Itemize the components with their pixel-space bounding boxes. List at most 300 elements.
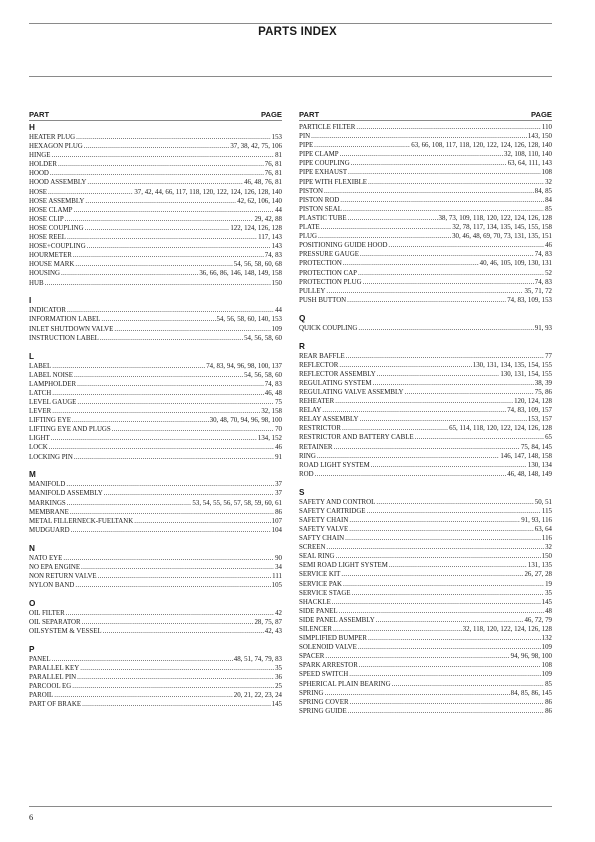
index-entry <box>29 215 282 224</box>
column-header-rule <box>299 120 552 121</box>
dot-leader <box>66 609 274 618</box>
index-entry <box>299 652 552 661</box>
part-name: SEMI ROAD LIGHT SYSTEM <box>299 562 388 570</box>
part-name: HOLDER <box>29 161 57 169</box>
page-references: 86 <box>545 707 552 715</box>
part-name: LIGHT <box>29 435 50 443</box>
index-entry <box>29 315 282 324</box>
index-entry <box>299 361 552 370</box>
part-name: RESTRICTOR <box>299 425 341 433</box>
part-name: RING <box>299 452 316 460</box>
index-entry <box>29 260 282 269</box>
index-entry <box>29 407 282 416</box>
dot-leader <box>101 315 215 324</box>
part-name: PLASTIC TUBE <box>299 214 347 222</box>
dot-leader <box>326 543 544 552</box>
dot-leader <box>311 132 527 141</box>
index-entry <box>299 424 552 433</box>
dot-leader <box>334 443 520 452</box>
index-entry <box>29 554 282 563</box>
page-references: 94, 96, 98, 100 <box>510 653 552 661</box>
page-references: 75, 84, 145 <box>520 443 552 451</box>
page-references: 20, 21, 22, 23, 24 <box>233 692 282 700</box>
dot-leader <box>373 379 534 388</box>
index-entry <box>29 517 282 526</box>
part-name: PLUG <box>299 233 317 241</box>
page-references: 54, 56, 58, 60 <box>244 334 282 342</box>
dot-leader <box>388 241 544 250</box>
dot-leader <box>363 278 534 287</box>
page-references: 110 <box>541 124 552 131</box>
part-name: OILSYSTEM & VESSEL <box>29 628 102 636</box>
page-references: 91, 93, 116 <box>521 516 552 524</box>
dot-leader <box>341 570 523 579</box>
part-name: SERVICE KIT <box>299 571 341 579</box>
page-references: 130, 131, 154, 155 <box>500 370 552 378</box>
part-name: PARTICLE FILTER <box>299 124 356 131</box>
column-header <box>29 108 282 119</box>
index-entry <box>299 661 552 670</box>
part-name: NYLON BAND <box>29 582 75 590</box>
index-entry <box>299 397 552 406</box>
part-name: PROTECTION <box>299 260 342 268</box>
page-references: 30, 46, 48, 69, 70, 73, 131, 135, 151 <box>452 233 552 241</box>
index-entry <box>29 242 282 251</box>
part-name: LIFTING EYE AND PLUGS <box>29 426 111 434</box>
page-references: 36, 66, 86, 146, 148, 149, 158 <box>199 270 282 278</box>
page-references: 46, 72, 79 <box>524 616 552 624</box>
part-name: REAR BAFFLE <box>299 352 345 360</box>
section-spacer <box>29 590 282 599</box>
page-references: 84 <box>545 196 552 204</box>
page-references: 52 <box>545 269 552 277</box>
dot-leader <box>77 398 274 407</box>
dot-leader <box>66 480 274 489</box>
part-name: SPARK ARRESTOR <box>299 662 358 670</box>
page-references: 46 <box>545 242 552 250</box>
page-references: 46, 48 <box>264 389 282 397</box>
part-name: SPRING GUIDE <box>299 707 347 715</box>
dot-leader <box>349 670 540 679</box>
page-references: 91 <box>275 453 282 461</box>
part-name: OIL FILTER <box>29 609 65 617</box>
part-name: MANIFOLD ASSEMBLY <box>29 490 103 498</box>
part-name: HOSE REEL <box>29 234 66 242</box>
dot-leader <box>317 452 499 461</box>
index-entry <box>299 625 552 634</box>
section-letter: Q <box>299 313 306 323</box>
index-entry <box>299 205 552 214</box>
index-entry <box>29 700 282 709</box>
index-column-left <box>29 108 282 710</box>
dot-leader <box>51 434 257 443</box>
dot-leader <box>63 554 274 563</box>
dot-leader <box>52 655 233 664</box>
page-references: 145 <box>541 598 552 606</box>
index-entry <box>299 543 552 552</box>
page-references: 54, 56, 58, 60 <box>244 371 282 379</box>
dot-leader <box>87 242 271 251</box>
dot-leader <box>52 362 205 371</box>
page-references: 131, 135 <box>527 562 552 570</box>
page-references: 28, 75, 87 <box>254 619 282 627</box>
part-name: HOUSE MARK <box>29 261 75 269</box>
page-references: 32, 118, 120, 122, 124, 126, 128 <box>462 625 552 633</box>
part-name: PLATE <box>299 224 320 232</box>
index-entry <box>299 141 552 150</box>
dot-leader <box>81 563 274 572</box>
dot-leader <box>356 123 541 132</box>
part-name: PAROIL <box>29 692 54 700</box>
part-name: ROD <box>299 470 314 478</box>
part-name: PIPE <box>299 142 314 150</box>
part-name: SERVICE STAGE <box>299 589 351 597</box>
page-references: 145 <box>271 701 282 709</box>
page-references: 153 <box>271 134 282 141</box>
part-name: INFORMATION LABEL <box>29 316 101 324</box>
part-name: SILENCER <box>299 625 332 633</box>
index-entry <box>299 406 552 415</box>
page-references: 109 <box>541 671 552 679</box>
dot-leader <box>67 233 257 242</box>
page-references: 81 <box>275 152 282 160</box>
index-entry <box>299 698 552 707</box>
page-references: 38, 39 <box>534 379 552 387</box>
index-entry <box>299 159 552 168</box>
part-name: PISTON SEAL <box>299 205 342 213</box>
dot-leader <box>358 643 541 652</box>
dot-leader <box>343 205 544 214</box>
index-entry <box>299 707 552 716</box>
index-entry <box>29 133 282 142</box>
section-letter: P <box>29 645 35 654</box>
index-entry <box>29 425 282 434</box>
section-spacer <box>29 462 282 471</box>
dot-leader <box>345 534 541 543</box>
index-entry <box>299 388 552 397</box>
index-entry <box>299 250 552 259</box>
page-references: 65 <box>545 434 552 442</box>
page-references: 143 <box>271 243 282 251</box>
part-name: NO EPA ENGINE <box>29 563 81 571</box>
page-references: 37 <box>275 481 282 489</box>
dot-leader <box>324 187 534 196</box>
part-name: LEVEL GAUGE <box>29 398 77 406</box>
index-entry <box>29 489 282 498</box>
part-name: LIFTING EYE <box>29 417 71 425</box>
page-references: 74, 83 <box>264 252 282 260</box>
dot-leader <box>336 552 541 561</box>
part-name: HINGE <box>29 152 51 160</box>
page-references: 84, 85, 86, 145 <box>510 689 552 697</box>
page-references: 74, 83, 109, 157 <box>507 407 552 415</box>
dot-leader <box>349 516 520 525</box>
dot-leader <box>333 625 462 634</box>
part-name: SCREEN <box>299 544 326 552</box>
page-references: 40, 46, 105, 109, 130, 131 <box>479 260 552 268</box>
dot-leader <box>58 160 264 169</box>
index-entry <box>29 325 282 334</box>
dot-leader <box>343 259 479 268</box>
index-entry <box>299 287 552 296</box>
part-name: HEATER PLUG <box>29 134 76 141</box>
part-name: HUB <box>29 279 44 287</box>
dot-leader <box>73 206 274 215</box>
dot-leader <box>339 607 545 616</box>
part-name: PIN <box>299 133 311 141</box>
section-spacer <box>299 479 552 488</box>
part-name: PARALLEL PIN <box>29 674 77 682</box>
section-letter: I <box>29 296 32 306</box>
part-name: PIPE EXHAUST <box>299 169 348 177</box>
section-spacer <box>299 305 552 314</box>
part-name: MUDGUARD <box>29 526 70 534</box>
part-name: RELAY ASSEMBLY <box>299 416 359 424</box>
part-name: SPRING <box>299 689 324 697</box>
part-name: HOSE CLAMP <box>29 206 73 214</box>
part-name: SAFETY CARTRIDGE <box>299 507 366 515</box>
index-entry <box>299 415 552 424</box>
part-name: LOCK <box>29 444 48 452</box>
page-references: 50, 51 <box>534 498 552 506</box>
part-name: HOURMETER <box>29 252 72 260</box>
dot-leader <box>368 634 541 643</box>
page-references: 90 <box>275 554 282 562</box>
index-entry <box>299 168 552 177</box>
page-references: 32, 78, 117, 134, 135, 145, 155, 158 <box>452 224 552 232</box>
dot-leader <box>321 223 452 232</box>
part-name: HOSE COUPLING <box>29 224 84 232</box>
part-name: SAFETY CHAIN <box>299 516 349 524</box>
page-references: 44 <box>275 206 282 214</box>
page-references: 122, 124, 126, 128 <box>230 224 282 232</box>
page-references: 25 <box>275 683 282 691</box>
dot-leader <box>85 197 236 206</box>
page-references: 120, 124, 128 <box>514 398 552 406</box>
part-name: NON RETURN VALVE <box>29 572 97 580</box>
dot-leader <box>49 443 274 452</box>
part-name: LEVER <box>29 408 52 416</box>
page-references: 63, 64 <box>534 525 552 533</box>
page-number: 6 <box>29 812 34 822</box>
dot-leader <box>346 352 544 361</box>
part-name: HOOD <box>29 170 49 178</box>
index-entry <box>299 223 552 232</box>
dot-leader <box>67 306 274 315</box>
part-name: OIL SEPARATOR <box>29 619 81 627</box>
dot-leader <box>112 425 274 434</box>
page-references: 46, 48, 148, 149 <box>507 470 552 478</box>
dot-leader <box>371 461 527 470</box>
page-references: 63, 64, 111, 143 <box>507 160 552 168</box>
index-entry <box>29 188 282 197</box>
index-entry <box>299 324 552 333</box>
index-entry <box>29 362 282 371</box>
page-references: 65, 114, 118, 120, 122, 124, 126, 128 <box>449 425 552 433</box>
index-entry <box>299 352 552 361</box>
part-name: REFLECTOR <box>299 361 339 369</box>
dot-leader <box>340 150 503 159</box>
index-entry <box>29 416 282 425</box>
title-rule <box>29 76 552 77</box>
index-entry <box>299 598 552 607</box>
part-name: PANEL <box>29 656 51 663</box>
part-name: LAMPHOLDER <box>29 380 77 388</box>
part-name: SPRING COVER <box>299 698 349 706</box>
page-references: 29, 42, 88 <box>254 215 282 223</box>
page-references: 74, 83 <box>264 380 282 388</box>
section-spacer <box>29 288 282 297</box>
page-references: 146, 147, 148, 158 <box>500 452 552 460</box>
index-entry <box>299 634 552 643</box>
page-references: 38, 73, 109, 118, 120, 122, 124, 126, 128 <box>438 214 552 222</box>
column-header-part: PART <box>299 110 320 119</box>
index-entry <box>29 508 282 517</box>
part-name: SAFETY VALVE <box>299 525 349 533</box>
index-entry <box>299 379 552 388</box>
part-name: SOLENOID VALVE <box>299 644 357 652</box>
index-entry <box>29 618 282 627</box>
index-entry <box>299 534 552 543</box>
dot-leader <box>48 188 133 197</box>
index-entry <box>299 498 552 507</box>
part-name: PARCOOL EG <box>29 683 72 691</box>
dot-leader <box>75 260 232 269</box>
part-name: SIMPLIFIED BUMPER <box>299 635 367 643</box>
index-entry <box>299 123 552 132</box>
page-references: 19 <box>545 580 552 588</box>
page-references: 76, 81 <box>264 170 282 178</box>
page-references: 91, 93 <box>534 324 552 332</box>
page-references: 35, 71, 72 <box>524 287 552 295</box>
part-name: PIPE COUPLING <box>299 160 350 168</box>
dot-leader <box>352 589 545 598</box>
index-entry <box>29 169 282 178</box>
dot-leader <box>343 580 544 589</box>
section-spacer <box>299 333 552 342</box>
part-name: INSTRUCTION LABEL <box>29 334 99 342</box>
section-letter: O <box>29 598 36 608</box>
index-entry <box>29 499 282 508</box>
index-entry <box>29 334 282 343</box>
page-references: 34 <box>275 563 282 571</box>
page-references: 134, 152 <box>257 435 282 443</box>
dot-leader <box>404 388 533 397</box>
dot-leader <box>61 269 198 278</box>
dot-leader <box>85 224 230 233</box>
top-rule <box>29 23 552 24</box>
dot-leader <box>70 508 274 517</box>
page-references: 85 <box>545 680 552 688</box>
page-references: 105 <box>271 582 282 590</box>
part-name: MEMBRANE <box>29 508 69 516</box>
index-column-right <box>299 108 552 716</box>
index-entry <box>299 561 552 570</box>
section-spacer <box>29 535 282 544</box>
dot-leader <box>104 489 274 498</box>
part-name: SIDE PANEL ASSEMBLY <box>299 616 375 624</box>
index-entry <box>29 380 282 389</box>
page-references: 48, 51, 74, 79, 83 <box>233 656 282 663</box>
index-entry <box>299 214 552 223</box>
index-entry <box>299 196 552 205</box>
part-name: PULLEY <box>299 287 326 295</box>
index-entry <box>29 480 282 489</box>
dot-leader <box>322 406 506 415</box>
section-letter: H <box>29 123 35 132</box>
dot-leader <box>350 698 545 707</box>
dot-leader <box>326 287 523 296</box>
dot-leader <box>100 334 243 343</box>
page-references: 37, 38, 42, 75, 106 <box>230 143 282 151</box>
page-references: 117, 143 <box>258 234 282 242</box>
page-references: 75 <box>275 398 282 406</box>
part-name: HOUSING <box>29 270 61 278</box>
index-entry <box>299 232 552 241</box>
index-entry <box>29 673 282 682</box>
index-entry <box>299 516 552 525</box>
dot-leader <box>358 269 544 278</box>
index-entry <box>299 269 552 278</box>
section-letter: L <box>29 351 35 361</box>
dot-leader <box>340 196 544 205</box>
index-entry <box>29 206 282 215</box>
part-name: INDICATOR <box>29 307 67 315</box>
page-references: 86 <box>545 698 552 706</box>
part-name: PRESSURE GAUGE <box>299 251 359 259</box>
index-entry <box>29 453 282 462</box>
page-references: 108 <box>541 169 552 177</box>
section-letter: S <box>299 487 305 497</box>
index-entry <box>299 589 552 598</box>
part-name: MARKINGS <box>29 499 66 507</box>
index-entry <box>299 552 552 561</box>
index-entry <box>299 670 552 679</box>
index-entry <box>29 691 282 700</box>
index-entry <box>299 461 552 470</box>
part-name: POSITIONING GUIDE HOOD <box>299 242 388 250</box>
part-name: LATCH <box>29 389 52 397</box>
index-entry <box>29 160 282 169</box>
dot-leader <box>72 416 209 425</box>
dot-leader <box>45 279 271 288</box>
page-references: 35 <box>545 589 552 597</box>
part-name: RELAY <box>299 407 322 415</box>
part-name: NATO EYE <box>29 554 63 562</box>
page-references: 150 <box>541 553 552 561</box>
dot-leader <box>82 618 254 627</box>
part-name: SEAL RING <box>299 553 335 561</box>
index-entry <box>29 178 282 187</box>
dot-leader <box>65 215 254 224</box>
dot-leader <box>73 251 264 260</box>
dot-leader <box>348 707 544 716</box>
index-entry <box>29 563 282 572</box>
section-spacer <box>29 636 282 645</box>
dot-leader <box>87 178 243 187</box>
page-references: 85 <box>545 205 552 213</box>
index-entry <box>299 607 552 616</box>
page-references: 53, 54, 55, 56, 57, 58, 59, 60, 61 <box>192 499 282 507</box>
column-header-page: PAGE <box>531 110 552 119</box>
dot-leader <box>315 470 507 479</box>
dot-leader <box>134 517 270 526</box>
part-name: HOOD ASSEMBLY <box>29 179 87 187</box>
page-references: 36 <box>275 674 282 682</box>
dot-leader <box>71 526 271 535</box>
dot-leader <box>376 616 524 625</box>
dot-leader <box>52 407 260 416</box>
